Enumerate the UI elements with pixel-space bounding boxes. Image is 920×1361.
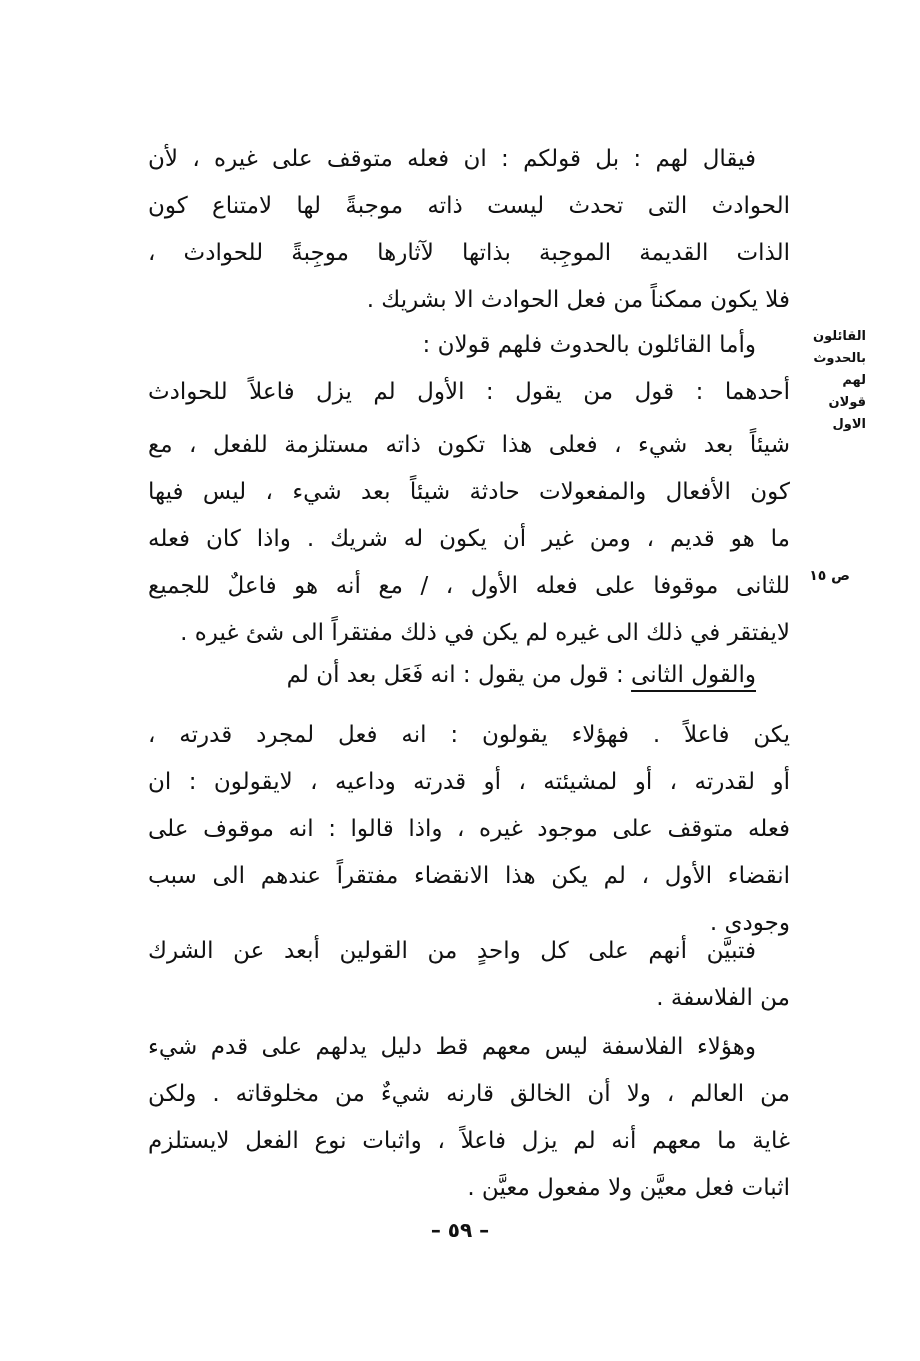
- margin-page-reference: [796, 565, 850, 587]
- text-line: أو لقدرته ، أو لمشيئته ، أو قدرته وداعيه ، لايقولون : ان: [148, 769, 790, 795]
- text-line: غاية ما معهم أنه لم يزل فاعلاً ، واثبات نوع الفعل لايستلزم: [148, 1128, 790, 1154]
- paragraph-6: [148, 928, 790, 1022]
- text-segment: : قول من يقول : انه فَعَل بعد أن لم: [286, 662, 632, 688]
- text-line: ما هو قديم ، ومن غير أن يكون له شريك . واذا كان فعله: [148, 526, 790, 552]
- text-line: للثانى موقوفا على فعله الأول ، / مع أنه هو فاعلٌ للجميع: [148, 573, 790, 599]
- text-line: انقضاء الأول ، لم يكن هذا الانقضاء مفتقراً عندهم الى سبب: [148, 863, 790, 889]
- margin-note-line: بالحدوث لهم: [813, 351, 866, 388]
- paragraph-5: [148, 712, 790, 947]
- text-line: الحوادث التى تحدث ليست ذاته موجبةً لها لامتناع كون: [148, 193, 790, 219]
- text-line: [148, 652, 790, 699]
- text-line: اثبات فعل معيَّن ولا مفعول معيَّن .: [467, 1175, 790, 1201]
- text-line: فتبيَّن أنهم على كل واحدٍ من القولين أبعد عن الشرك: [148, 938, 756, 964]
- text-line: فلا يكون ممكناً من فعل الحوادث الا بشريك .: [366, 287, 790, 313]
- text-line: وهؤلاء الفلاسفة ليس معهم قط دليل يدلهم على قدم شيء: [148, 1034, 756, 1060]
- text-line: أحدهما : قول من يقول : الأول لم يزل فاعلاً للحوادث: [148, 379, 790, 405]
- text-line: شيئاً بعد شيء ، فعلى هذا تكون ذاته مستلزمة للفعل ، مع: [148, 432, 790, 458]
- text-line: يكن فاعلاً . فهؤلاء يقولون : انه فعل لمجرد قدرته ،: [148, 722, 790, 748]
- text-line: وجودى .: [709, 910, 790, 936]
- text-line: وأما القائلون بالحدوث فلهم قولان :: [422, 332, 756, 358]
- text-line: فعله متوقف على موجود غيره ، واذا قالوا : انه موقوف على: [148, 816, 790, 842]
- paragraph-2: [148, 322, 790, 416]
- margin-topic-note: [800, 326, 866, 436]
- page-reference-text: ص ١٥: [809, 568, 850, 584]
- margin-note-line: قولان الاول: [828, 395, 866, 432]
- text-line: لايفتقر في ذلك الى غيره لم يكن في ذلك مفتقراً الى شئ غيره .: [180, 620, 790, 646]
- text-line: من العالم ، ولا أن الخالق قارنه شيءٌ من مخلوقاته . ولكن: [148, 1081, 790, 1107]
- text-line: الذات القديمة الموجِبة بذاتها لآثارها موجِبةً للحوادث ،: [148, 240, 790, 266]
- paragraph-3: [148, 422, 790, 657]
- paragraph-4: [148, 652, 790, 699]
- underlined-heading: والقول الثانى: [631, 662, 756, 688]
- page-number: – ٥٩ –: [430, 1218, 490, 1242]
- margin-note-line: القائلون: [812, 329, 866, 344]
- paragraph-7: [148, 1024, 790, 1212]
- paragraph-1: [148, 136, 790, 324]
- text-line: كون الأفعال والمفعولات حادثة شيئاً بعد شيء ، ليس فيها: [148, 479, 790, 505]
- text-line: من الفلاسفة .: [656, 985, 790, 1011]
- text-line: فيقال لهم : بل قولكم : ان فعله متوقف على غيره ، لأن: [148, 146, 756, 172]
